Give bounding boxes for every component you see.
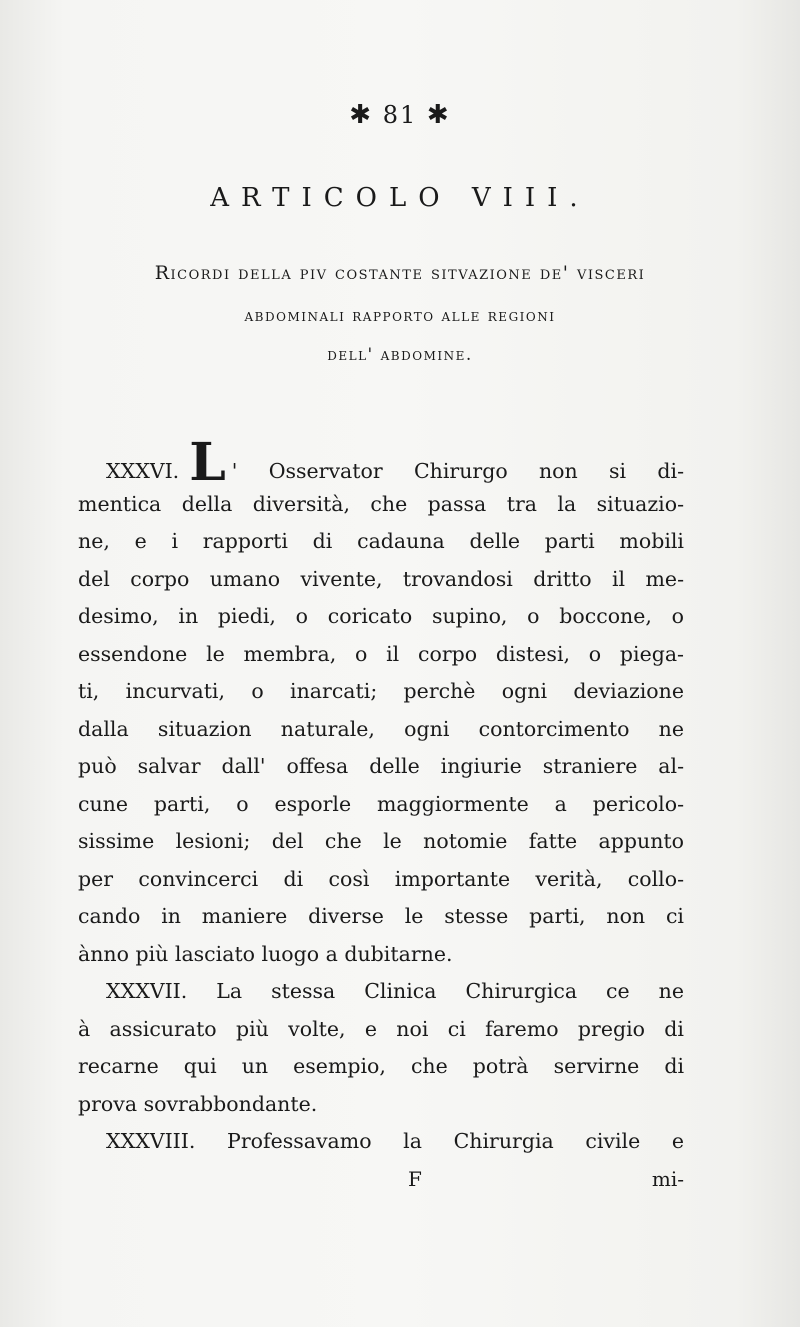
paragraph-line: ànno più lasciato luogo a dubitarne.: [78, 941, 453, 966]
catchword: mi-: [651, 1167, 684, 1191]
drop-cap: L: [189, 432, 226, 493]
paragraph-line: mentica della diversità, che passa tra la situazio-: [78, 491, 684, 516]
paragraph-number: XXXVIII.: [106, 1129, 196, 1153]
paragraph-line: essendone le membra, o il corpo distesi, o piega-: [78, 641, 684, 666]
paragraph-line: à assicurato più volte, e noi ci faremo pregio di: [78, 1016, 684, 1041]
paragraph-line: cune parti, o esporle maggiormente a pericolo-: [78, 791, 684, 816]
paragraph-line: del corpo umano vivente, trovandosi dritto il me-: [78, 566, 684, 591]
paragraph-line: cando in maniere diverse le stesse parti, non ci: [78, 904, 684, 928]
subtitle-line-1: Ricordi della piv costante sitvazione de' visceri: [154, 262, 646, 284]
body-text: [78, 432, 684, 1161]
ornament-right-icon: ✱: [426, 100, 451, 130]
page-number: 81: [382, 101, 418, 129]
paragraph-line: XXXVIII. Professavamo la Chirurgia civile e: [106, 1129, 684, 1153]
paragraph-line: XXXVII. La stessa Clinica Chirurgica ce ne: [106, 979, 684, 1003]
subtitle-line-2: abdominali rapporto alle regioni: [244, 306, 556, 326]
paragraph-line: per convincerci di così importante verità, collo-: [78, 866, 684, 891]
signature-mark: F: [408, 1167, 422, 1191]
page-header: [0, 100, 800, 130]
paragraph-line: ti, incurvati, o inarcati; perchè ogni deviazione: [78, 679, 684, 703]
paragraph-line: XXXVI. L ' Osservator Chirurgo non si di-: [106, 432, 684, 493]
paragraph-line: recarne qui un esempio, che potrà servirne di: [78, 1054, 684, 1078]
paragraph-line: desimo, in piedi, o coricato supino, o boccone, o: [78, 604, 684, 628]
ornament-left-icon: ✱: [349, 100, 374, 130]
paragraph-line: può salvar dall' offesa delle ingiurie straniere al-: [78, 754, 684, 778]
paragraph-line: prova sovrabbondante.: [78, 1091, 318, 1116]
paragraph-line: sissime lesioni; del che le notomie fatte appunto: [78, 829, 684, 853]
paragraph-number: XXXVI.: [106, 459, 180, 483]
paragraph-number: XXXVII.: [106, 979, 188, 1003]
paragraph-line: ne, e i rapporti di cadauna delle parti mobili: [78, 529, 684, 553]
article-title: ARTICOLO VIII.: [210, 183, 590, 213]
paragraph-line: dalla situazion naturale, ogni contorcimento ne: [78, 716, 684, 741]
subtitle-line-3: dell' abdomine.: [327, 345, 473, 365]
